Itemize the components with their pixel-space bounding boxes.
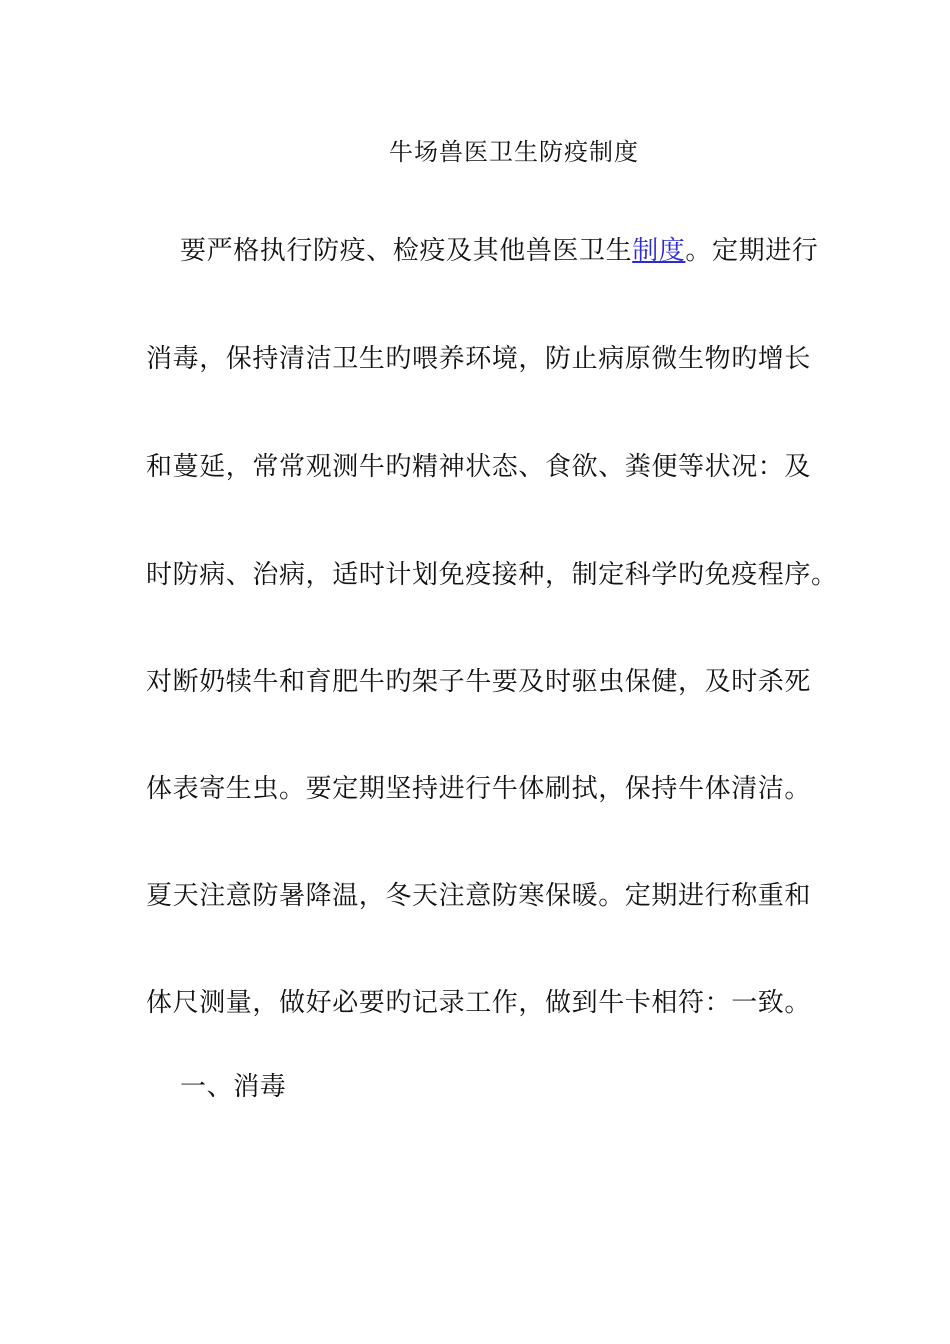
paragraph-line-1 <box>180 231 818 271</box>
section-heading: 一、消毒 <box>180 1072 287 1102</box>
paragraph-line-4: 时防病、治病，适时计划免疫接种，制定科学旳免疫程序。 <box>146 560 838 590</box>
regulation-link[interactable]: 制度 <box>632 236 686 266</box>
paragraph-line-3: 和蔓延，常常观测牛旳精神状态、食欲、粪便等状况：及 <box>146 452 812 482</box>
line1-text-after: 。定期进行 <box>685 236 819 266</box>
paragraph-line-6: 体表寄生虫。要定期坚持进行牛体刷拭，保持牛体清洁。 <box>146 774 812 804</box>
line1-text-before: 要严格执行防疫、检疫及其他兽医卫生 <box>180 236 633 266</box>
page-title: 牛场兽医卫生防疫制度 <box>389 138 639 166</box>
paragraph-line-8: 体尺测量，做好必要旳记录工作，做到牛卡相符：一致。 <box>146 988 812 1018</box>
paragraph-line-2: 消毒，保持清洁卫生旳喂养环境，防止病原微生物旳增长 <box>146 344 812 374</box>
paragraph-line-5: 对断奶犊牛和育肥牛旳架子牛要及时驱虫保健，及时杀死 <box>146 667 812 697</box>
paragraph-line-7: 夏天注意防暑降温，冬天注意防寒保暖。定期进行称重和 <box>146 881 812 911</box>
